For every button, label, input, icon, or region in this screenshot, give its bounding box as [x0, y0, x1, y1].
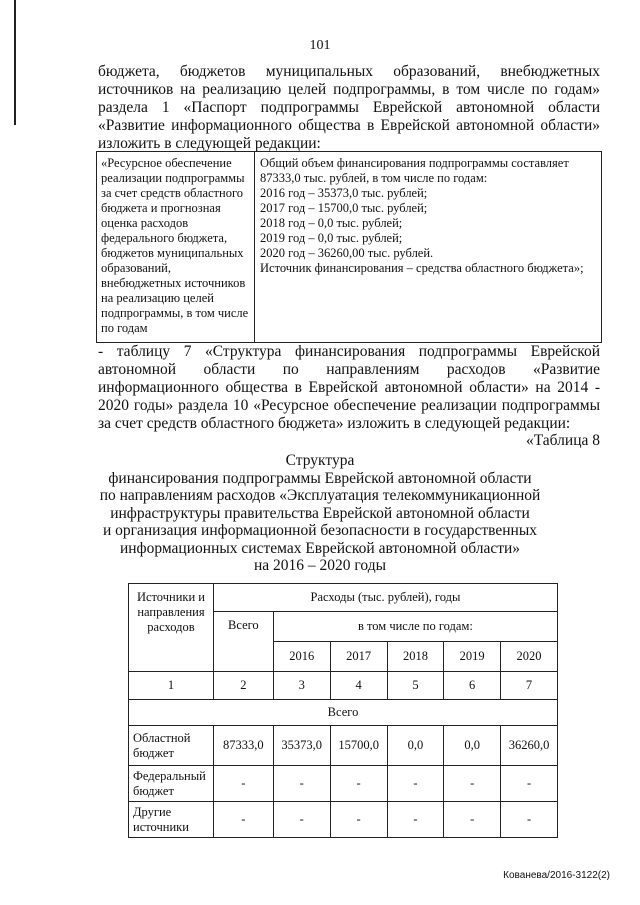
year-header: 2018 — [387, 642, 444, 672]
header-incl-years: в том числе по годам: — [273, 612, 557, 642]
resource-line: 2017 год – 15700,0 тыс. рублей; — [260, 201, 428, 215]
structure-title-line: по направлениям расходов «Эксплуатация телекоммуникационной — [99, 487, 541, 504]
table-label: «Таблица 8 — [525, 432, 600, 449]
column-number: 3 — [273, 672, 330, 700]
section-total: Всего — [129, 700, 558, 726]
structure-title-line: финансирования подпрограммы Еврейской автономной области — [108, 469, 532, 487]
row-name: Другие источники — [129, 802, 214, 838]
cell-value: - — [330, 766, 387, 802]
year-header: 2016 — [273, 642, 330, 672]
header-sources: Источники и направления расходов — [129, 584, 214, 672]
cell-value: - — [444, 802, 501, 838]
year-header: 2020 — [501, 642, 558, 672]
cell-value: 35373,0 — [273, 726, 330, 766]
footer-code: Кованева/2016-3122(2) — [503, 870, 610, 881]
resource-box-label: «Ресурсное обеспечение реализации подпрограммы за счет средств областного бюджета и прогнозная оценка расходов федерального бюджета, бюджетов муниципальных образований, внебюджетных источников на реализацию целей подпрограммы, в том числе по годам — [97, 152, 255, 342]
structure-title-line: информационных системах Еврейской автономной области» — [119, 539, 521, 557]
financing-table — [128, 583, 558, 838]
resource-line: 2020 год – 36260,00 тыс. рублей. — [260, 246, 434, 260]
page-number: 101 — [309, 38, 331, 53]
cell-value: 15700,0 — [330, 726, 387, 766]
year-header: 2017 — [330, 642, 387, 672]
cell-value: 87333,0 — [213, 726, 273, 766]
cell-value: - — [330, 802, 387, 838]
resource-line: Общий объем финансирования подпрограммы составляет — [260, 156, 569, 170]
cell-value: - — [444, 766, 501, 802]
paragraph-1: бюджета, бюджетов муниципальных образований, внебюджетных источников на реализацию целей подпрограммы, в том числе по годам» раздела 1 «Паспорт подпрограммы Еврейской автономной области «Развитие информационного общества в Еврейской автономной области» изложить в следующей редакции: — [98, 63, 600, 152]
cell-value: - — [273, 766, 330, 802]
column-number: 4 — [330, 672, 387, 700]
structure-title — [0, 452, 640, 575]
cell-value: - — [501, 802, 558, 838]
resource-line: Источник финансирования – средства областного бюджета»; — [260, 261, 584, 275]
row-name: Областной бюджет — [129, 726, 214, 766]
resource-box-values — [255, 152, 601, 342]
structure-title-line: и организация информационной безопасности в государственных — [102, 522, 538, 539]
cell-value: - — [273, 802, 330, 838]
paragraph-2: - таблицу 7 «Структура финансирования подпрограммы Еврейской автономной области по направлениям расходов «Развитие информационного общества в Еврейской автономной области» на 2014 - 2020 годы» раздела 10 «Ресурсное обеспечение реализации подпрограммы за счет средств областного бюджета» изложить в следующей редакции: — [98, 343, 600, 432]
header-total: Всего — [213, 612, 273, 672]
cell-value: 0,0 — [387, 726, 444, 766]
column-number: 6 — [444, 672, 501, 700]
year-header: 2019 — [444, 642, 501, 672]
column-number: 1 — [129, 672, 214, 700]
structure-title-line: на 2016 – 2020 годы — [254, 557, 386, 574]
row-name: Федеральный бюджет — [129, 766, 214, 802]
cell-value: 36260,0 — [501, 726, 558, 766]
cell-value: - — [387, 802, 444, 838]
margin-line — [14, 0, 16, 125]
column-number: 2 — [213, 672, 273, 700]
cell-value: - — [213, 766, 273, 802]
cell-value: - — [213, 802, 273, 838]
resource-line: 87333,0 тыс. рублей, в том числе по годам: — [260, 171, 488, 185]
cell-value: 0,0 — [444, 726, 501, 766]
column-number: 7 — [501, 672, 558, 700]
cell-value: - — [387, 766, 444, 802]
column-number: 5 — [387, 672, 444, 700]
resource-line: 2018 год – 0,0 тыс. рублей; — [260, 216, 403, 230]
cell-value: - — [501, 766, 558, 802]
resource-line: 2016 год – 35373,0 тыс. рублей; — [260, 186, 428, 200]
resource-line: 2019 год – 0,0 тыс. рублей; — [260, 231, 403, 245]
structure-title-line: Структура — [285, 452, 355, 469]
header-expenses: Расходы (тыс. рублей), годы — [213, 584, 557, 612]
resource-box — [96, 151, 602, 343]
structure-title-line: инфраструктуры правительства Еврейской автономной области — [110, 504, 530, 522]
